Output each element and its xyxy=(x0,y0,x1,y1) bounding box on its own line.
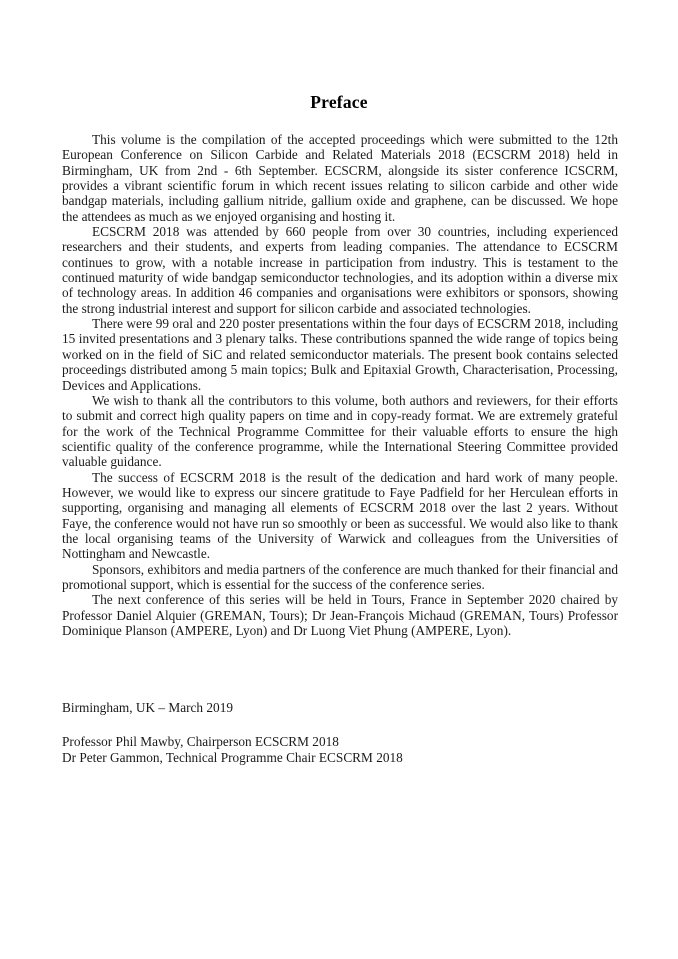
paragraph-acknowledgements: We wish to thank all the contributors to this volume, both authors and reviewers, for their efforts to submit and correct high quality papers on time and in copy-ready format. We are extremely grateful for the work of the Technical Programme Committee for their valuable efforts to ensure the high scientific quality of the conference programme, while the International Steering Committee provided valuable guidance. xyxy=(62,392,618,470)
paragraph-attendance: ECSCRM 2018 was attended by 660 people from over 30 countries, including experienced researchers and their students, and experts from leading companies. The attendance to ECSCRM continues to grow, with a notable increase in participation from industry. This is testament to the continued maturity of wide bandgap semiconductor technologies, and its adoption within a diverse mix of technology areas. In addition 46 companies and organisations were exhibitors or sponsors, showing the strong industrial interest and support for silicon carbide and associated technologies. xyxy=(62,224,618,316)
paragraph-next-conference: The next conference of this series will be held in Tours, France in September 2020 chaired by Professor Daniel Alquier (GREMAN, Tours); Dr Jean-François Michaud (GREMAN, Tours) Professor Dominique Planson (AMPERE, Lyon) and Dr Luong Viet Phung (AMPERE, Lyon). xyxy=(62,592,618,638)
page-title: Preface xyxy=(310,91,368,112)
paragraph-sponsors: Sponsors, exhibitors and media partners of the conference are much thanked for their financial and promotional support, which is essential for the success of the conference series. xyxy=(62,561,618,592)
preface-body xyxy=(62,132,618,638)
paragraph-volume-compilation: This volume is the compilation of the accepted proceedings which were submitted to the 12th European Conference on Silicon Carbide and Related Materials 2018 (ECSCRM 2018) held in Birmingham, UK from 2nd - 6th September. ECSCRM, alongside its sister conference ICSCRM, provides a vibrant scientific forum in which recent issues relating to silicon carbide and other wide bandgap materials, including gallium nitride, gallium oxide and graphene, can be discussed. We hope the attendees as much as we enjoyed organising and hosting it. xyxy=(62,132,618,224)
signature-block xyxy=(62,700,618,765)
signature-place-date: Birmingham, UK – March 2019 xyxy=(62,700,233,715)
paragraph-presentations: There were 99 oral and 220 poster presentations within the four days of ECSCRM 2018, including 15 invited presentations and 3 plenary talks. These contributions spanned the wide range of topics being worked on in the field of SiC and related semiconductor materials. The present book contains selected proceedings distributed among 5 main topics; Bulk and Epitaxial Growth, Characterisation, Processing, Devices and Applications. xyxy=(62,316,618,393)
signature-chairperson: Professor Phil Mawby, Chairperson ECSCRM 2018 xyxy=(62,734,339,750)
signature-programme-chair: Dr Peter Gammon, Technical Programme Chair ECSCRM 2018 xyxy=(62,749,403,765)
paragraph-success-thanks: The success of ECSCRM 2018 is the result of the dedication and hard work of many people. However, we would like to express our sincere gratitude to Faye Padfield for her Herculean efforts in supporting, organising and managing all elements of ECSCRM 2018 over the last 2 years. Without Faye, the conference would not have run so smoothly or been as successful. We would also like to thank the local organising teams of the University of Warwick and colleagues from the Universities of Nottingham and Newcastle. xyxy=(62,469,618,562)
